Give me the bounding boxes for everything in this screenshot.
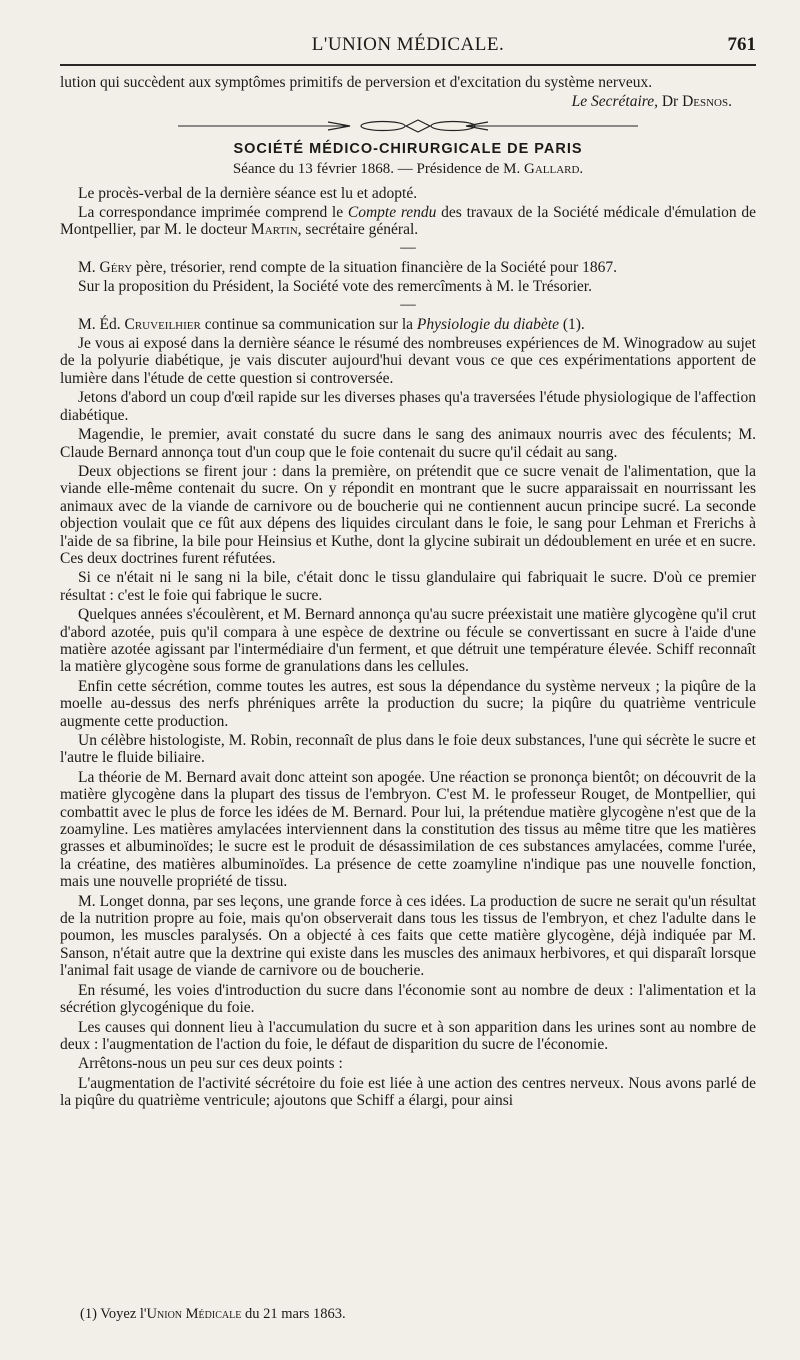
text-run: M. Éd. <box>78 315 121 333</box>
seance-text: Séance du 13 février 1868. — Présidence de M. <box>232 161 521 178</box>
seance-line <box>60 161 756 178</box>
signature-role: Le Secrétaire, <box>571 93 658 111</box>
text-run: père, trésorier, rend compte de la situation financière de la Société pour 1867. <box>136 258 617 276</box>
footnote <box>80 1306 756 1323</box>
text-run: des travaux de la Société médicale d'émulation de Montpellier, par M. le docteur <box>60 204 757 239</box>
person-name: Cruveilhier <box>124 315 201 333</box>
text-run: secrétaire général. <box>305 221 419 239</box>
italic-title: Physiologie du diabète <box>416 315 559 333</box>
paragraph: Jetons d'abord un coup d'œil rapide sur les diverses phases qu'a traversées l'étude physiologique de l'affection diabétique. <box>60 389 756 424</box>
text-run: La correspondance imprimée comprend le <box>78 204 344 222</box>
header-rule <box>60 64 756 66</box>
president-name: Gallard. <box>523 161 584 178</box>
paragraph: M. Longet donna, par ses leçons, une grande force à ces idées. La production de sucre ne serait qu'un résultat de la nutrition propre au foie, mais qu'on observerait dans tous les tissus de l'embryon, et chez l'adulte dans le poumon, les muscles paralysés. On a objecté à ces faits que cette matière glycogène, déjà indiquée par M. Sanson, n'était autre que la dextrine qui existe dans les muscles des animaux herbivores, et qui disparaît lorsque l'animal fait usage de viande de carnivore ou de boucherie. <box>60 892 756 980</box>
ornament-divider-graphic <box>178 119 638 133</box>
paragraph <box>60 259 756 276</box>
society-title: SOCIÉTÉ MÉDICO-CHIRURGICALE DE PARIS <box>233 140 583 157</box>
paragraph: Je vous ai exposé dans la dernière séance le résumé des nombreuses expériences de M. Winogradow au sujet de la polyurie diabétique, je vais discuter aujourd'hui devant vous ce que ces expérimentations apportent de lumière dans l'étude de cette question si controversée. <box>60 335 756 387</box>
paragraph: Quelques années s'écoulèrent, et M. Bernard annonça qu'au sucre préexistait une matière glycogène qu'il crut d'abord azotée, puis qu'il compara à une espèce de dextrine ou fécule se convertissant en sucre à l'aide d'une matière azotée agissant par l'intermédiaire d'un ferment, et que détruit une température élevée. Schiff reconnaît la matière glycogène sous forme de granulations dans les cellules. <box>60 606 756 676</box>
paragraph: Si ce n'était ni le sang ni la bile, c'était donc le tissu glandulaire qui fabriquait le sucre. D'où ce premier résultat : c'est le foie qui fabrique le sucre. <box>60 569 756 604</box>
journal-title: L'UNION MÉDICALE. <box>311 34 505 55</box>
footnote-journal: Union Médicale <box>146 1306 242 1322</box>
text-run: M. <box>78 258 96 276</box>
intro-text: lution qui succèdent aux symptômes primitifs de perversion et d'excitation du système nerveux. <box>60 74 653 91</box>
paragraph: Un célèbre histologiste, M. Robin, reconnaît de plus dans le foie deux substances, l'une qui sécrète le sucre et l'autre le fluide biliaire. <box>60 732 756 767</box>
paragraph: Deux objections se firent jour : dans la première, on prétendit que ce sucre venait de l'alimentation, que la viande elle-même contenait du sucre. On y répondit en montrant que le sucre apparaissait en nourrissant les animaux avec de la viande de carnivore ou de boucherie qui ne contiennent aucun principe sucré. La seconde objection voulait que ce fût aux dépens des liquides circulant dans le foie, le sang pour Lehman et Frerichs à l'aide de sa fibrine, la bile pour Heinsius et Kuthe, dont la glycine subirait un dédoublement en urée et en sucre. Ces deux doctrines furent réfutées. <box>60 462 756 567</box>
paragraph <box>60 316 756 333</box>
italic-title: Compte rendu <box>347 204 437 222</box>
paragraph: Enfin cette sécrétion, comme toutes les autres, est sous la dépendance du système nerveux ; la piqûre de la moelle au-dessus des nerfs phréniques arrête la production du sucre; la piqûre du quatrième ventricule augmente cette production. <box>60 677 756 730</box>
text-run: continue sa communication sur la <box>204 315 414 333</box>
section-dash: — <box>400 238 416 256</box>
signature <box>60 93 732 110</box>
signature-title: Dr <box>661 93 679 111</box>
paragraph: Magendie, le premier, avait constaté du sucre dans le sang des animaux nourris avec des féculents; M. Claude Bernard annonça tout d'un coup que le foie contenait du sucre qu'il cédait au sang. <box>60 426 756 461</box>
paragraph: L'augmentation de l'activité sécrétoire du foie est liée à une action des centres nerveux. Nous avons parlé de la piqûre du quatrième ventricule; ajoutons que Schiff a élargi, pour ainsi <box>60 1074 756 1110</box>
signature-name: Desnos. <box>682 93 732 111</box>
paragraph: La théorie de M. Bernard avait donc atteint son apogée. Une réaction se prononça bientôt; on découvrit de la matière glycogène dans la plupart des tissus de l'embryon. C'est M. le professeur Rouget, de Montpellier, qui combattit avec le plus de force les idées de M. Bernard. Pour lui, la prétendue matière glycogène n'est que de la zoamyline. Les matières amylacées interviennent dans la constitution des tissus au même titre que les matières grasses et albuminoïdes; le sucre est le produit de désassimilation de ces substances amylacées, comme l'urée, la créatine, des matières albuminoïdes. La présence de cette zoamyline n'indique pas une nouvelle fonction, mais une nouvelle propriété de tissu. <box>60 768 756 891</box>
footnote-date: du 21 mars 1863. <box>244 1306 346 1322</box>
footnote-marker: (1) <box>80 1306 97 1322</box>
paragraph: Le procès-verbal de la dernière séance est lu et adopté. <box>78 184 418 202</box>
paragraph: Sur la proposition du Président, la Société vote des remercîments à M. le Trésorier. <box>78 278 592 296</box>
paragraph <box>60 204 756 239</box>
ornament-divider <box>60 119 756 133</box>
person-name: Géry <box>99 258 133 276</box>
footnote-ref: (1). <box>562 315 585 333</box>
paragraph: En résumé, les voies d'introduction du sucre dans l'économie sont au nombre de deux : l'alimentation et la sécrétion glycogénique du foie. <box>60 981 756 1017</box>
footnote-text: Voyez l' <box>100 1306 147 1322</box>
article-body <box>60 74 756 1112</box>
section-dash: — <box>400 295 416 313</box>
page-number: 761 <box>727 34 756 55</box>
person-name: Martin, <box>250 221 302 239</box>
running-header <box>60 30 756 62</box>
paragraph: Les causes qui donnent lieu à l'accumulation du sucre et à son apparition dans les urines sont au nombre de deux : l'augmentation de l'action du foie, le défaut de disparition du sucre de l'économie. <box>60 1018 756 1053</box>
paragraph: Arrêtons-nous un peu sur ces deux points : <box>78 1055 343 1073</box>
